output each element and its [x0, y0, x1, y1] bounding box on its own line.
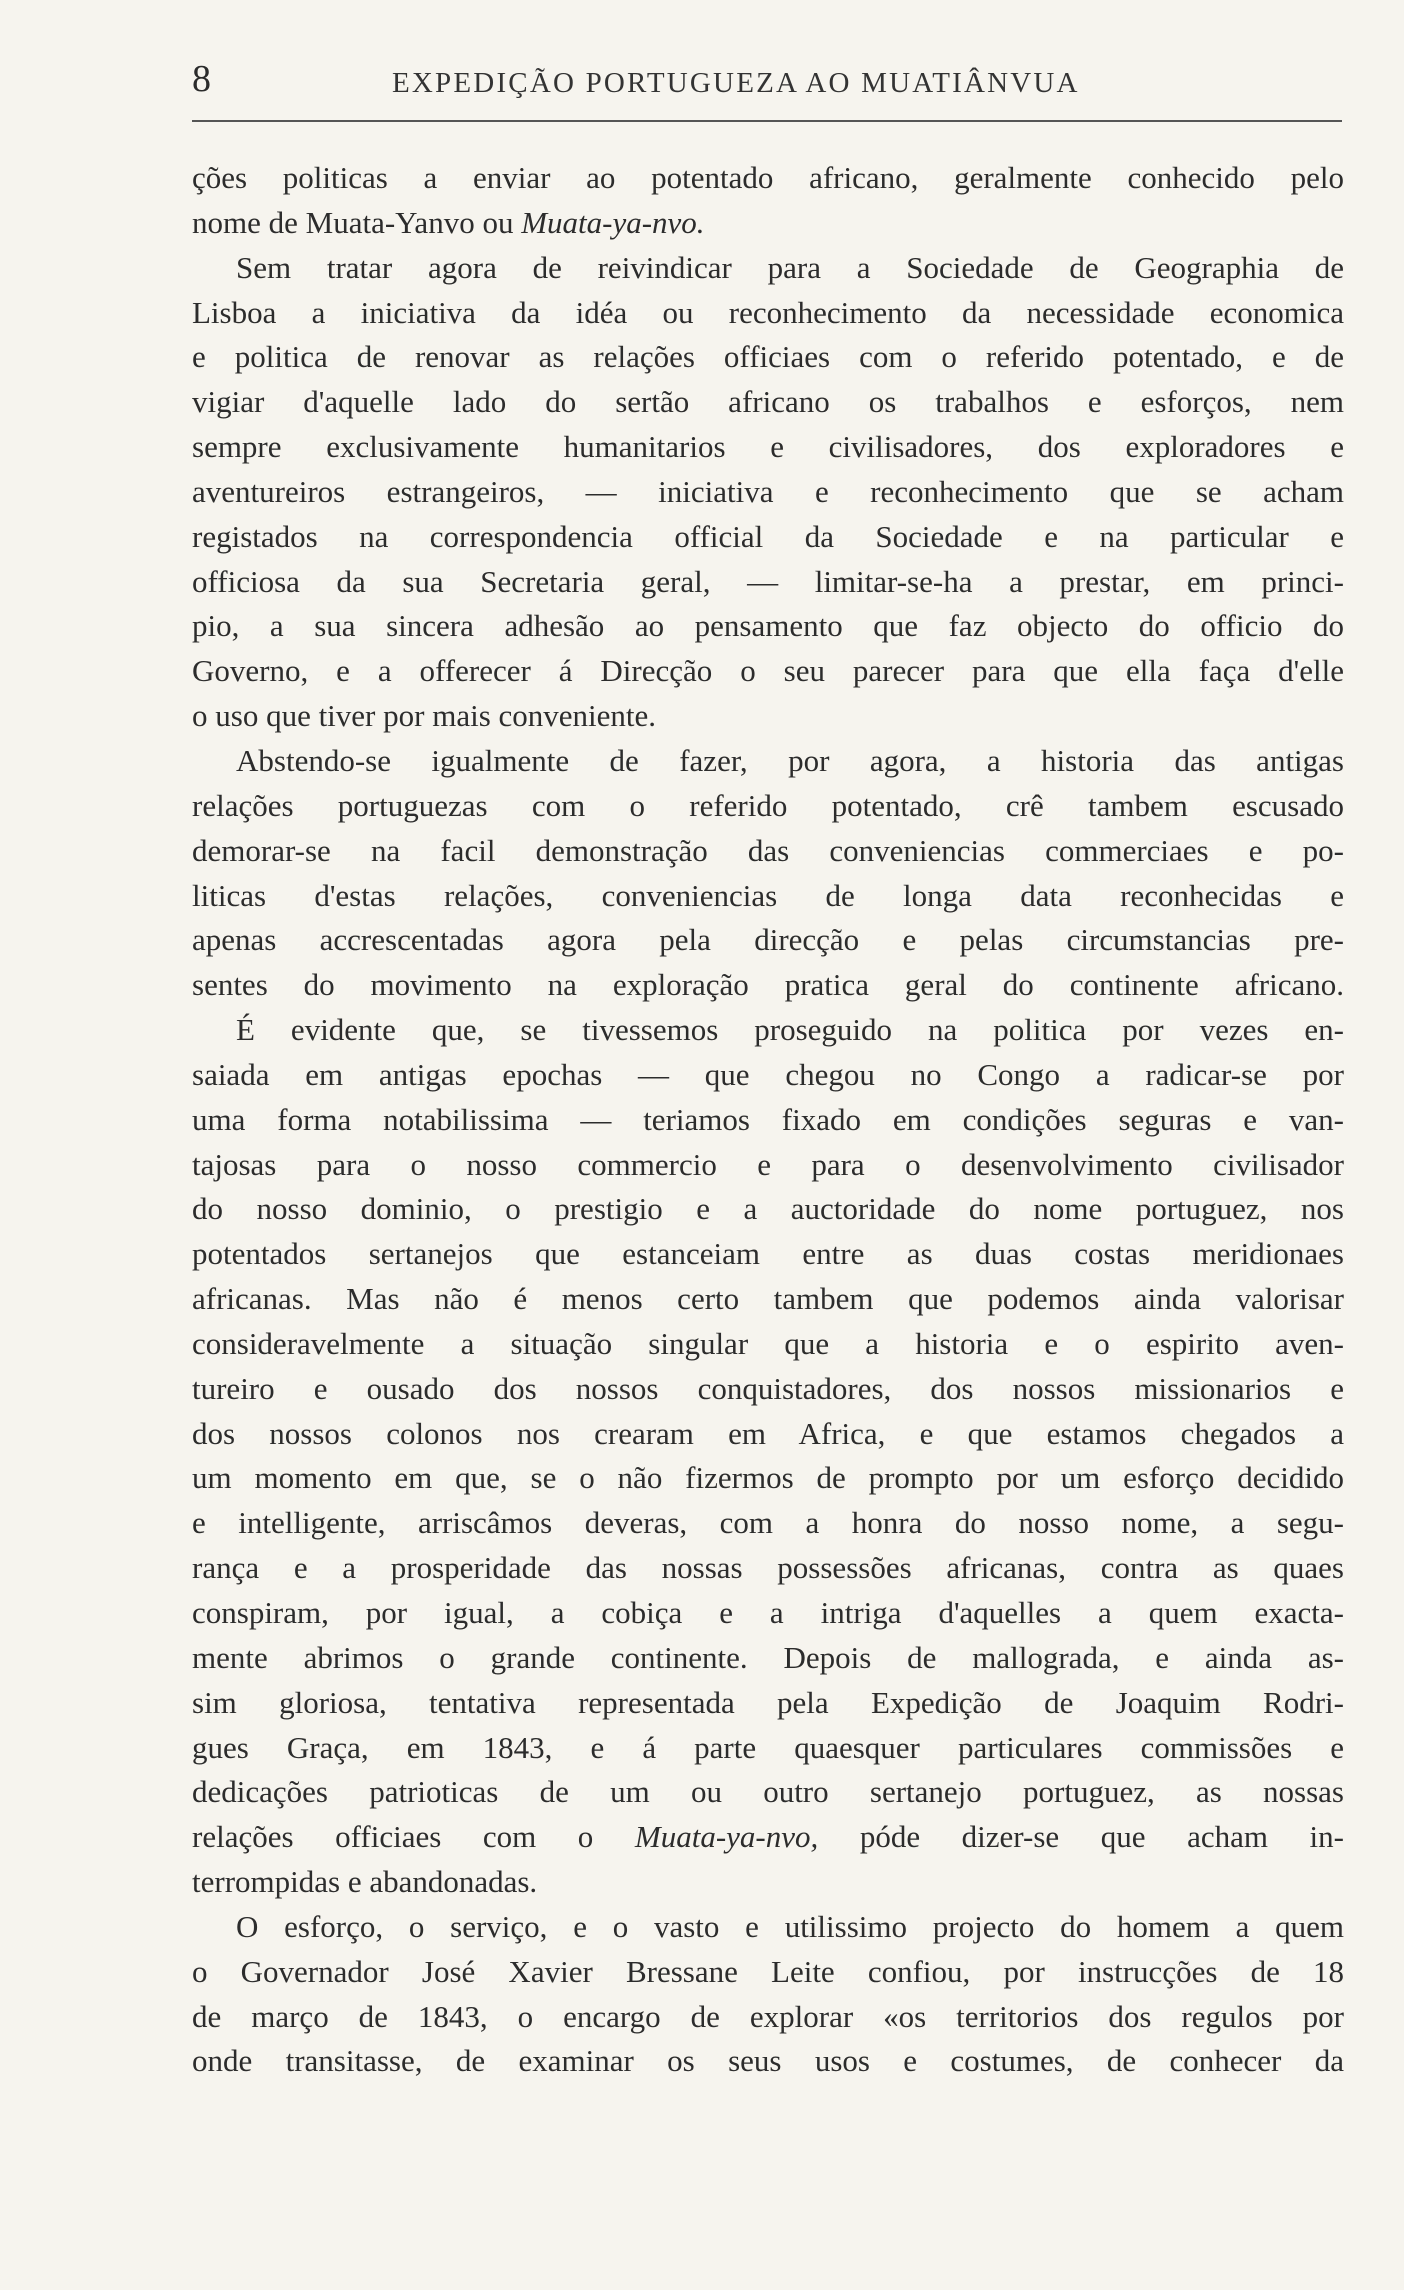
- paragraph-start-line: O esforço, o serviço, e o vasto e utilissimo projecto do homem a quem: [236, 1908, 1344, 1944]
- text-line: um momento em que, se o não fizermos de prompto por um esforço decidido: [192, 1460, 1344, 1496]
- text-segment: póde dizer-se que acham in-: [818, 1819, 1344, 1855]
- text-line: e politica de renovar as relações officiaes com o referido potentado, e de: [192, 339, 1344, 375]
- running-head: [192, 54, 1342, 104]
- paragraph-start-line: É evidente que, se tivessemos proseguido na politica por vezes en-: [236, 1012, 1344, 1048]
- text-line: Governo, e a offerecer á Direcção o seu parecer para que ella faça d'elle: [192, 653, 1344, 689]
- running-title: EXPEDIÇÃO PORTUGUEZA AO MUATIÂNVUA: [392, 67, 1080, 99]
- text-line: dedicações patrioticas de um ou outro sertanejo portuguez, as nossas: [192, 1774, 1344, 1810]
- header-rule: [192, 120, 1342, 122]
- text-line: liticas d'estas relações, conveniencias de longa data reconhecidas e: [192, 877, 1344, 913]
- text-segment: relações officiaes com o: [192, 1819, 635, 1855]
- text-line: e intelligente, arriscâmos deveras, com a honra do nosso nome, a segu-: [192, 1505, 1344, 1541]
- text-line: [192, 201, 1344, 246]
- italic-name: Muata-ya-nvo,: [634, 1819, 819, 1855]
- paragraph-end-line: terrompidas e abandonadas.: [192, 1864, 538, 1900]
- paragraph-start-line: Abstendo-se igualmente de fazer, por agora, a historia das antigas: [236, 742, 1344, 778]
- text-line: gues Graça, em 1843, e á parte quaesquer particulares commissões e: [192, 1729, 1344, 1765]
- text-line: potentados sertanejos que estanceiam entre as duas costas meridionaes: [192, 1236, 1344, 1272]
- paragraph-end-line: o uso que tiver por mais conveniente.: [192, 698, 657, 734]
- text-line: tureiro e ousado dos nossos conquistadores, dos nossos missionarios e: [192, 1370, 1344, 1406]
- text-line: rança e a prosperidade das nossas possessões africanas, contra as quaes: [192, 1550, 1344, 1586]
- text-line: registados na correspondencia official da Sociedade e na particular e: [192, 518, 1344, 554]
- text-line: uma forma notabilissima — teriamos fixado em condições seguras e van-: [192, 1101, 1344, 1137]
- paragraph-end-line: sentes do movimento na exploração pratica geral do continente africano.: [192, 967, 1344, 1003]
- text-line: pio, a sua sincera adhesão ao pensamento que faz objecto do officio do: [192, 608, 1344, 644]
- text-line: aventureiros estrangeiros, — iniciativa e reconhecimento que se acham: [192, 473, 1344, 509]
- text-line: consideravelmente a situação singular que a historia e o espirito aven-: [192, 1325, 1344, 1361]
- text-line: dos nossos colonos nos crearam em Africa, e que estamos chegados a: [192, 1415, 1344, 1451]
- text-line: sim gloriosa, tentativa representada pela Expedição de Joaquim Rodri-: [192, 1684, 1344, 1720]
- text-line: officiosa da sua Secretaria geral, — limitar-se-ha a prestar, em princi-: [192, 563, 1344, 599]
- text-line: vigiar d'aquelle lado do sertão africano os trabalhos e esforços, nem: [192, 384, 1344, 420]
- text-segment: nome de Muata-Yanvo ou: [192, 204, 522, 240]
- text-line: onde transitasse, de examinar os seus usos e costumes, de conhecer da: [192, 2043, 1344, 2079]
- text-line: [192, 1815, 1344, 1860]
- text-line: relações portuguezas com o referido potentado, crê tambem escusado: [192, 787, 1344, 823]
- text-line: sempre exclusivamente humanitarios e civilisadores, dos exploradores e: [192, 429, 1344, 465]
- text-line: de março de 1843, o encargo de explorar «os territorios dos regulos por: [192, 1998, 1344, 2034]
- page-number: 8: [192, 58, 211, 100]
- text-line: conspiram, por igual, a cobiça e a intriga d'aquelles a quem exacta-: [192, 1595, 1344, 1630]
- text-line: mente abrimos o grande continente. Depois de mallograda, e ainda as-: [192, 1639, 1344, 1675]
- text-line: Lisboa a iniciativa da idéa ou reconhecimento da necessidade economica: [192, 294, 1344, 330]
- text-line: demorar-se na facil demonstração das conveniencias commerciaes e po-: [192, 832, 1344, 868]
- italic-name: Muata-ya-nvo.: [521, 204, 705, 240]
- text-line: apenas accrescentadas agora pela direcção e pelas circumstancias pre-: [192, 922, 1344, 958]
- paragraph-start-line: Sem tratar agora de reivindicar para a Sociedade de Geographia de: [236, 249, 1344, 285]
- text-line: ções politicas a enviar ao potentado africano, geralmente conhecido pelo: [192, 160, 1344, 195]
- text-line: saiada em antigas epochas — que chegou no Congo a radicar-se por: [192, 1056, 1344, 1092]
- text-line: tajosas para o nosso commercio e para o desenvolvimento civilisador: [192, 1146, 1344, 1182]
- text-line: do nosso dominio, o prestigio e a auctoridade do nome portuguez, nos: [192, 1191, 1344, 1227]
- text-line: africanas. Mas não é menos certo tambem que podemos ainda valorisar: [192, 1281, 1344, 1317]
- text-line: o Governador José Xavier Bressane Leite confiou, por instrucções de 18: [192, 1953, 1344, 1989]
- body-text: [192, 156, 1344, 2084]
